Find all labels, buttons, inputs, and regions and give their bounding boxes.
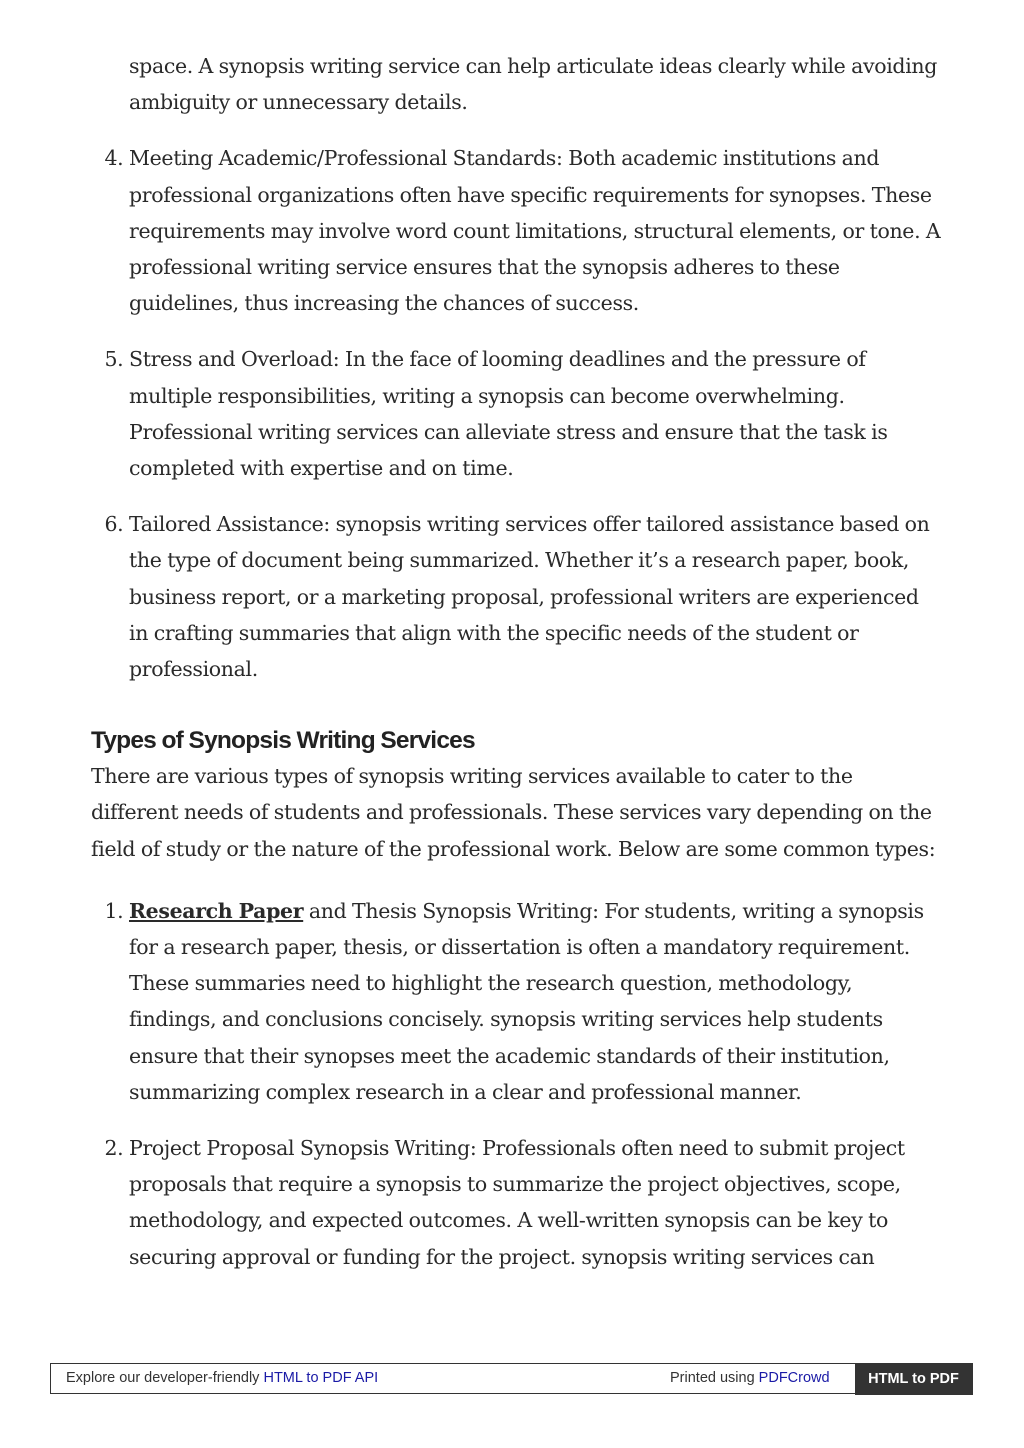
pdfcrowd-link[interactable]: PDFCrowd (758, 1370, 830, 1386)
document-body (91, 48, 941, 1275)
types-list (91, 893, 941, 1275)
list-item-text: and Thesis Synopsis Writing: For students, writing a synopsis for a research paper, thesis, or dissertation is often a mandatory requirement. These summaries need to highlight the research question, methodology, findings, and conclusions concisely. synopsis writing services help students ensure that their synopses meet the academic standards of their institution, summarizing complex research in a clear and professional manner. (129, 898, 924, 1104)
list-item: 6. Tailored Assistance: synopsis writing services offer tailored assistance based on the type of document being summarized. Whether it’s a research paper, book, business report, or a marketing proposal, professional writers are experienced in crafting summaries that align with the specific needs of the student or professional. (129, 506, 941, 687)
html-to-pdf-api-link[interactable]: HTML to PDF API (263, 1370, 379, 1386)
list-item: 4. Meeting Academic/Professional Standards: Both academic institutions and professional organizations often have specific requirements for synopses. These requirements may involve word count limitations, structural elements, or tone. A professional writing service ensures that the synopsis adheres to these guidelines, thus increasing the chances of success. (129, 140, 941, 321)
research-paper-link[interactable]: Research Paper (129, 898, 304, 923)
section-heading: Types of Synopsis Writing Services (91, 727, 475, 755)
list-item (129, 893, 941, 1110)
footer-explore-text: Explore our developer-friendly (66, 1370, 264, 1386)
section-intro: There are various types of synopsis writing services available to cater to the different needs of students and professionals. These services vary depending on the field of study or the nature of the professional work. Below are some common types: (91, 764, 936, 861)
footer-explore (66, 1370, 378, 1386)
continuation-paragraph: space. A synopsis writing service can help articulate ideas clearly while avoiding ambiguity or unnecessary details. (129, 54, 938, 115)
list-item: 2. Project Proposal Synopsis Writing: Professionals often need to submit project proposals that require a synopsis to summarize the project objectives, scope, methodology, and expected outcomes. A well-written synopsis can be key to securing approval or funding for the project. synopsis writing services can (129, 1130, 941, 1275)
list-item: 5. Stress and Overload: In the face of looming deadlines and the pressure of multiple responsibilities, writing a synopsis can become overwhelming. Professional writing services can alleviate stress and ensure that the task is completed with expertise and on time. (129, 341, 941, 486)
pdfcrowd-footer (50, 1363, 972, 1394)
html-to-pdf-badge[interactable]: HTML to PDF (855, 1363, 973, 1395)
reasons-list (91, 140, 941, 687)
footer-printed (670, 1370, 830, 1386)
footer-printed-text: Printed using (670, 1370, 759, 1386)
